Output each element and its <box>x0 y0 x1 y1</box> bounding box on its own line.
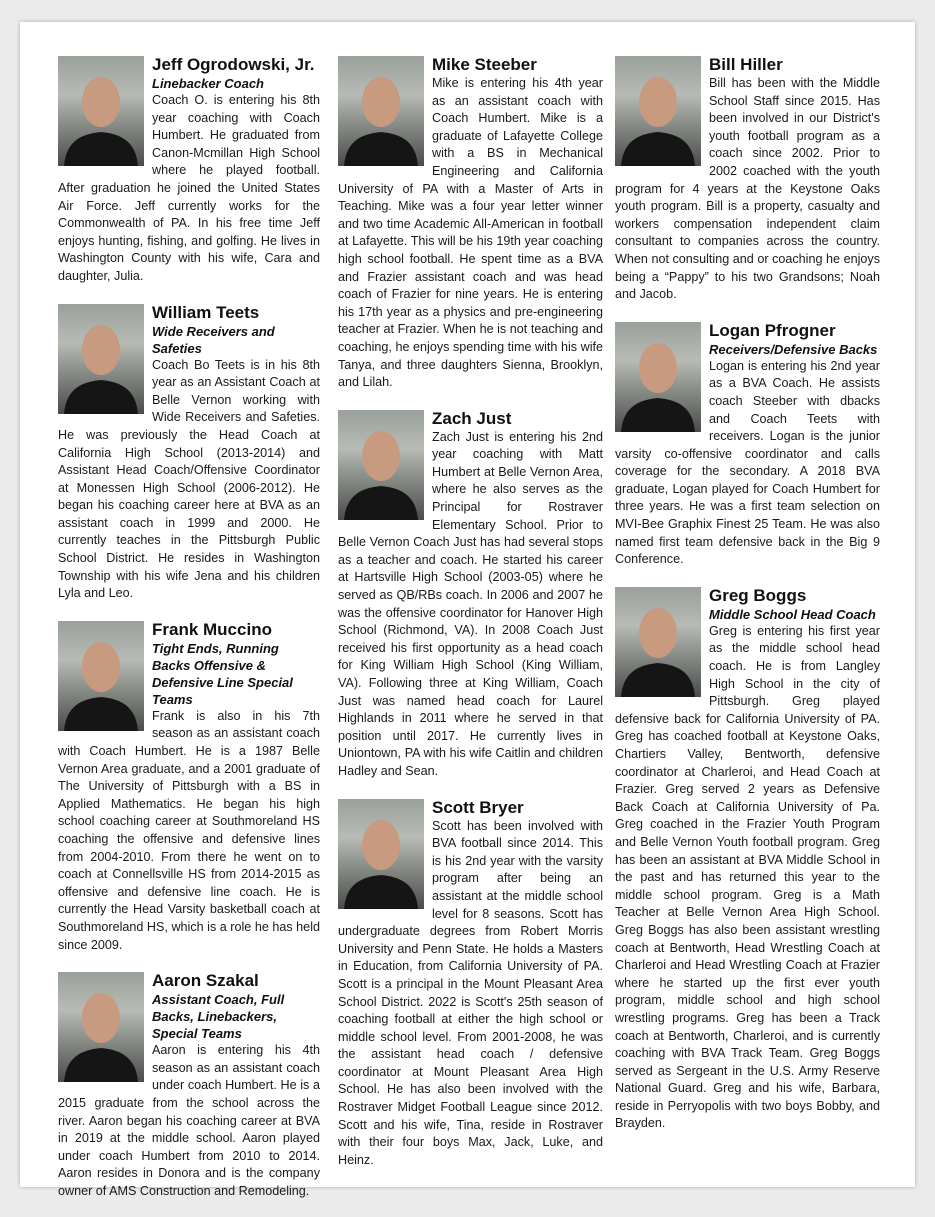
coach-bio-szakal <box>58 970 320 1200</box>
face-shape <box>362 820 400 870</box>
coach-name: Mike Steeber <box>432 55 537 74</box>
newsletter-page <box>20 22 915 1198</box>
headshot-silhouette <box>615 322 701 432</box>
coach-role: Linebacker Coach <box>152 76 264 91</box>
coach-bio-text: Coach O. is entering his 8th year coaching with Coach Humbert. He graduated from Canon-Mcmillan High School where he played football. After graduation he joined the United States Air Force. Jeff currently works for the Commonwealth of PA. In his free time Jeff enjoys hunting, fishing, and golfing. He lives in Washington County with his wife, Cara and daughter, Julia. <box>58 93 320 283</box>
shirt-shape <box>344 132 418 166</box>
face-shape <box>639 343 677 393</box>
coach-bio-text: Logan is entering his 2nd year as a BVA Coach. He assists coach Steeber with dbacks and Coach Teets with receivers. Logan is the junior varsity co-offensive coordinator and calls coverage for the secondary. A 2018 BVA graduate, Logan played for Coach Humbert for three years. He was a first team selection on MVI-Bee Graphix Finest 25 Team. He was also named first team defensive back in the Big 9 Conference. <box>615 358 880 567</box>
coach-bio-steeber <box>338 54 603 392</box>
shirt-shape <box>64 1048 138 1082</box>
shirt-shape <box>64 132 138 166</box>
headshot-silhouette <box>338 410 424 520</box>
face-shape <box>82 993 120 1043</box>
coach-name: Zach Just <box>432 408 512 428</box>
face-shape <box>639 608 677 658</box>
coach-name: Logan Pfrogner <box>709 320 836 340</box>
coach-role: Wide Receivers and Safeties <box>152 323 275 356</box>
headshot-silhouette <box>58 972 144 1082</box>
coach-name: Aaron Szakal <box>152 971 259 991</box>
coach-bio-text: Scott has been involved with BVA football since 2014. This is his 2nd year with the varsity program after being an assistant at the middle school level for 8 seasons. Scott has undergraduate degrees from Robert Morris University and Penn State. He holds a Masters in Education, from California University of PA. Scott is a principal in the Mount Pleasant Area School District. 2022 is Scott's 25th season of coaching football at either the high school or middle school level. From 2001-2008, he was the assistant head coach / defensive coordinator at Mount Pleasant Area High School. He has also been involved with the Rostraver Midget Football League since 2012. Scott and his wife, Tina, reside in Rostraver with their four boys Max, Jack, Luke, and Heinz. <box>338 818 603 1167</box>
face-shape <box>639 77 677 127</box>
coach-photo <box>338 410 424 520</box>
coach-bio-pfrogner <box>615 320 880 569</box>
coach-photo <box>338 799 424 909</box>
coach-name: Scott Bryer <box>432 797 524 817</box>
coach-bio-text: Mike is entering his 4th year as an assistant coach with Coach Humbert. Mike is a graduate of Lafayette College with a BS in Mechanical Engineering and California University of PA with a Master of Arts in Teaching. Mike was a four year letter winner and two time Academic All-American in football at Lafayette. This will be his 19th year coaching high school football. He spent time as a BVA and Frazier assistant coach and was head coach of Frazier for nine years. He is entering his 17th year as a physics and pre-engineering teacher at Frazier. When he is not teaching and coaching, he enjoys spending time with his wife Tanya, and three daughters Sienna, Brooklyn, and Lilah. <box>338 76 603 390</box>
coach-bio-text: Aaron is entering his 4th season as an assistant coach under coach Humbert. He is a 2015 graduate from the school across the river. Aaron began his coaching career at BVA in 2019 at the middle school. Aaron played under coach Humbert from 2010 to 2014. Aaron resides in Donora and is the company owner of AMS Construction and Remodeling. <box>58 1043 320 1198</box>
coach-photo <box>58 304 144 414</box>
coach-photo <box>58 621 144 731</box>
face-shape <box>82 325 120 375</box>
coach-bio-just <box>338 408 603 781</box>
headshot-silhouette <box>615 56 701 166</box>
face-shape <box>362 431 400 481</box>
coach-photo <box>615 322 701 432</box>
face-shape <box>82 77 120 127</box>
shirt-shape <box>621 398 695 432</box>
shirt-shape <box>64 380 138 414</box>
coach-name: Greg Boggs <box>709 585 807 605</box>
coach-photo <box>338 56 424 166</box>
shirt-shape <box>621 132 695 166</box>
shirt-shape <box>621 663 695 697</box>
coach-role: Assistant Coach, Full Backs, Linebackers, Special Teams <box>152 992 285 1042</box>
headshot-silhouette <box>58 56 144 166</box>
headshot-silhouette <box>338 56 424 166</box>
coach-photo <box>615 56 701 166</box>
coach-bio-muccino <box>58 619 320 954</box>
coach-bio-text: Zach Just is entering his 2nd year coaching with Matt Humbert at Belle Vernon Area, where he also serves as the Principal for Rostraver Elementary School. Prior to Belle Vernon Coach Just has had several stops as a teacher and coach. He started his career at Hartsville High School (2003-05) where he served as QB/RBs coach. In 2006 and 2007 he was the offensive coordinator for Hanover High School (Richmond, VA). In 2008 Coach Just received his first opportunity as a head coach for King William High School (King William, VA). Following three at King William, Coach Just was named head coach for Laurel Highlands in 2011 where he served in that position until 2017. He currently lives in Uniontown, PA with his wife Caitlin and children Hadley and Sean. <box>338 429 603 778</box>
coach-photo <box>58 56 144 166</box>
coach-bio-hiller <box>615 54 880 304</box>
column-left <box>58 54 320 1217</box>
coach-bio-boggs <box>615 585 880 1133</box>
coach-bio-text: Bill has been with the Middle School Staff since 2015. Has been involved in our District's youth football program as a coach since 2002. Prior to 2002 coached with the youth program for 4 years at the Keystone Oaks youth program. Bill is a property, casualty and workers compensation independent claim consultant to companies across the country. When not consulting and or coaching he enjoys being a “Pappy” to his two Grandsons; Noah and Jacob. <box>615 76 880 302</box>
coach-bio-text: Coach Bo Teets is in his 8th year as an Assistant Coach at Belle Vernon working with Wide Receivers and Safeties. He was previously the Head Coach at California High School (2013-2014) and Assistant Head Coach/Offensive Coordinator at Monessen High School (2006-2012). He began his coaching career here at BVA as an assistant coach in 1999 and 2000. He currently teaches in the Pittsburgh Public School District. He resides in Washington Township with his wife Jena and his children Lyla and Leo. <box>58 357 320 601</box>
coach-name: William Teets <box>152 302 260 322</box>
headshot-silhouette <box>615 587 701 697</box>
coach-bio-text: Greg is entering his first year as the middle school head coach. He is from Langley High School in the city of Pittsburgh. Greg played defensive back for California University of PA. Greg has coached football at Keystone Oaks, Chartiers Valley, Bentworth, defensive coordinator at Charleroi, and Head Coach at Frazier. Greg served 2 years as Defensive Back Coach at California University of Pa. Greg coached in the Frazier Youth Program and Belle Vernon Youth football program. Greg has been an assistant at BVA Middle School in the past and has returned this year to the middle school program. Greg is a Math Teacher at Belle Vernon Area High School. Greg Boggs has also been assistant wrestling coach at Bentworth, Head Wrestling Coach at Charleroi and Head Wrestling Coach at Frazier where he started up the first ever youth program, middle school and high school wrestling programs. Greg has been a Track coach at Bentworth, Charleroi, and is currently coaching with BVA Track Team. Greg Boggs served as Sergeant in the U.S. Army Reserve National Guard. Greg and his wife, Barbara, reside in Perryopolis with two boys Bobby, and Brayden. <box>615 623 880 1131</box>
column-middle <box>338 54 603 1185</box>
coach-bio-teets <box>58 302 320 603</box>
coach-photo <box>58 972 144 1082</box>
face-shape <box>82 642 120 692</box>
coach-role: Middle School Head Coach <box>709 606 876 622</box>
shirt-shape <box>344 875 418 909</box>
headshot-silhouette <box>338 799 424 909</box>
coach-bio-ogrodowski <box>58 54 320 286</box>
headshot-silhouette <box>58 304 144 414</box>
coach-name: Bill Hiller <box>709 55 783 74</box>
column-right <box>615 54 880 1149</box>
headshot-silhouette <box>58 621 144 731</box>
coach-name: Frank Muccino <box>152 619 272 639</box>
face-shape <box>362 77 400 127</box>
shirt-shape <box>344 486 418 520</box>
coach-role: Tight Ends, Running Backs Offensive & Defensive Line Special Teams <box>152 640 293 707</box>
coach-name: Jeff Ogrodowski, Jr. <box>152 55 315 74</box>
coach-role: Receivers/Defensive Backs <box>709 341 878 357</box>
coach-bio-text: Frank is also in his 7th season as an assistant coach with Coach Humbert. He is a 1987 Belle Vernon Area graduate, and a 2001 graduate of The University of Pittsburgh with a BS in Applied Mathematics. He began his high school coaching career at Southmoreland HS coaching the offensive and defensive lines from 2004-2010. From there he went on to coach at Connellsville HS from 2014-2015 as offensive and defensive line coach. He is currently the Head Varsity basketball coach at Southmoreland HS, which is a role he has held since 2009. <box>58 708 320 952</box>
coach-photo <box>615 587 701 697</box>
coach-bio-bryer <box>338 797 603 1170</box>
shirt-shape <box>64 697 138 731</box>
